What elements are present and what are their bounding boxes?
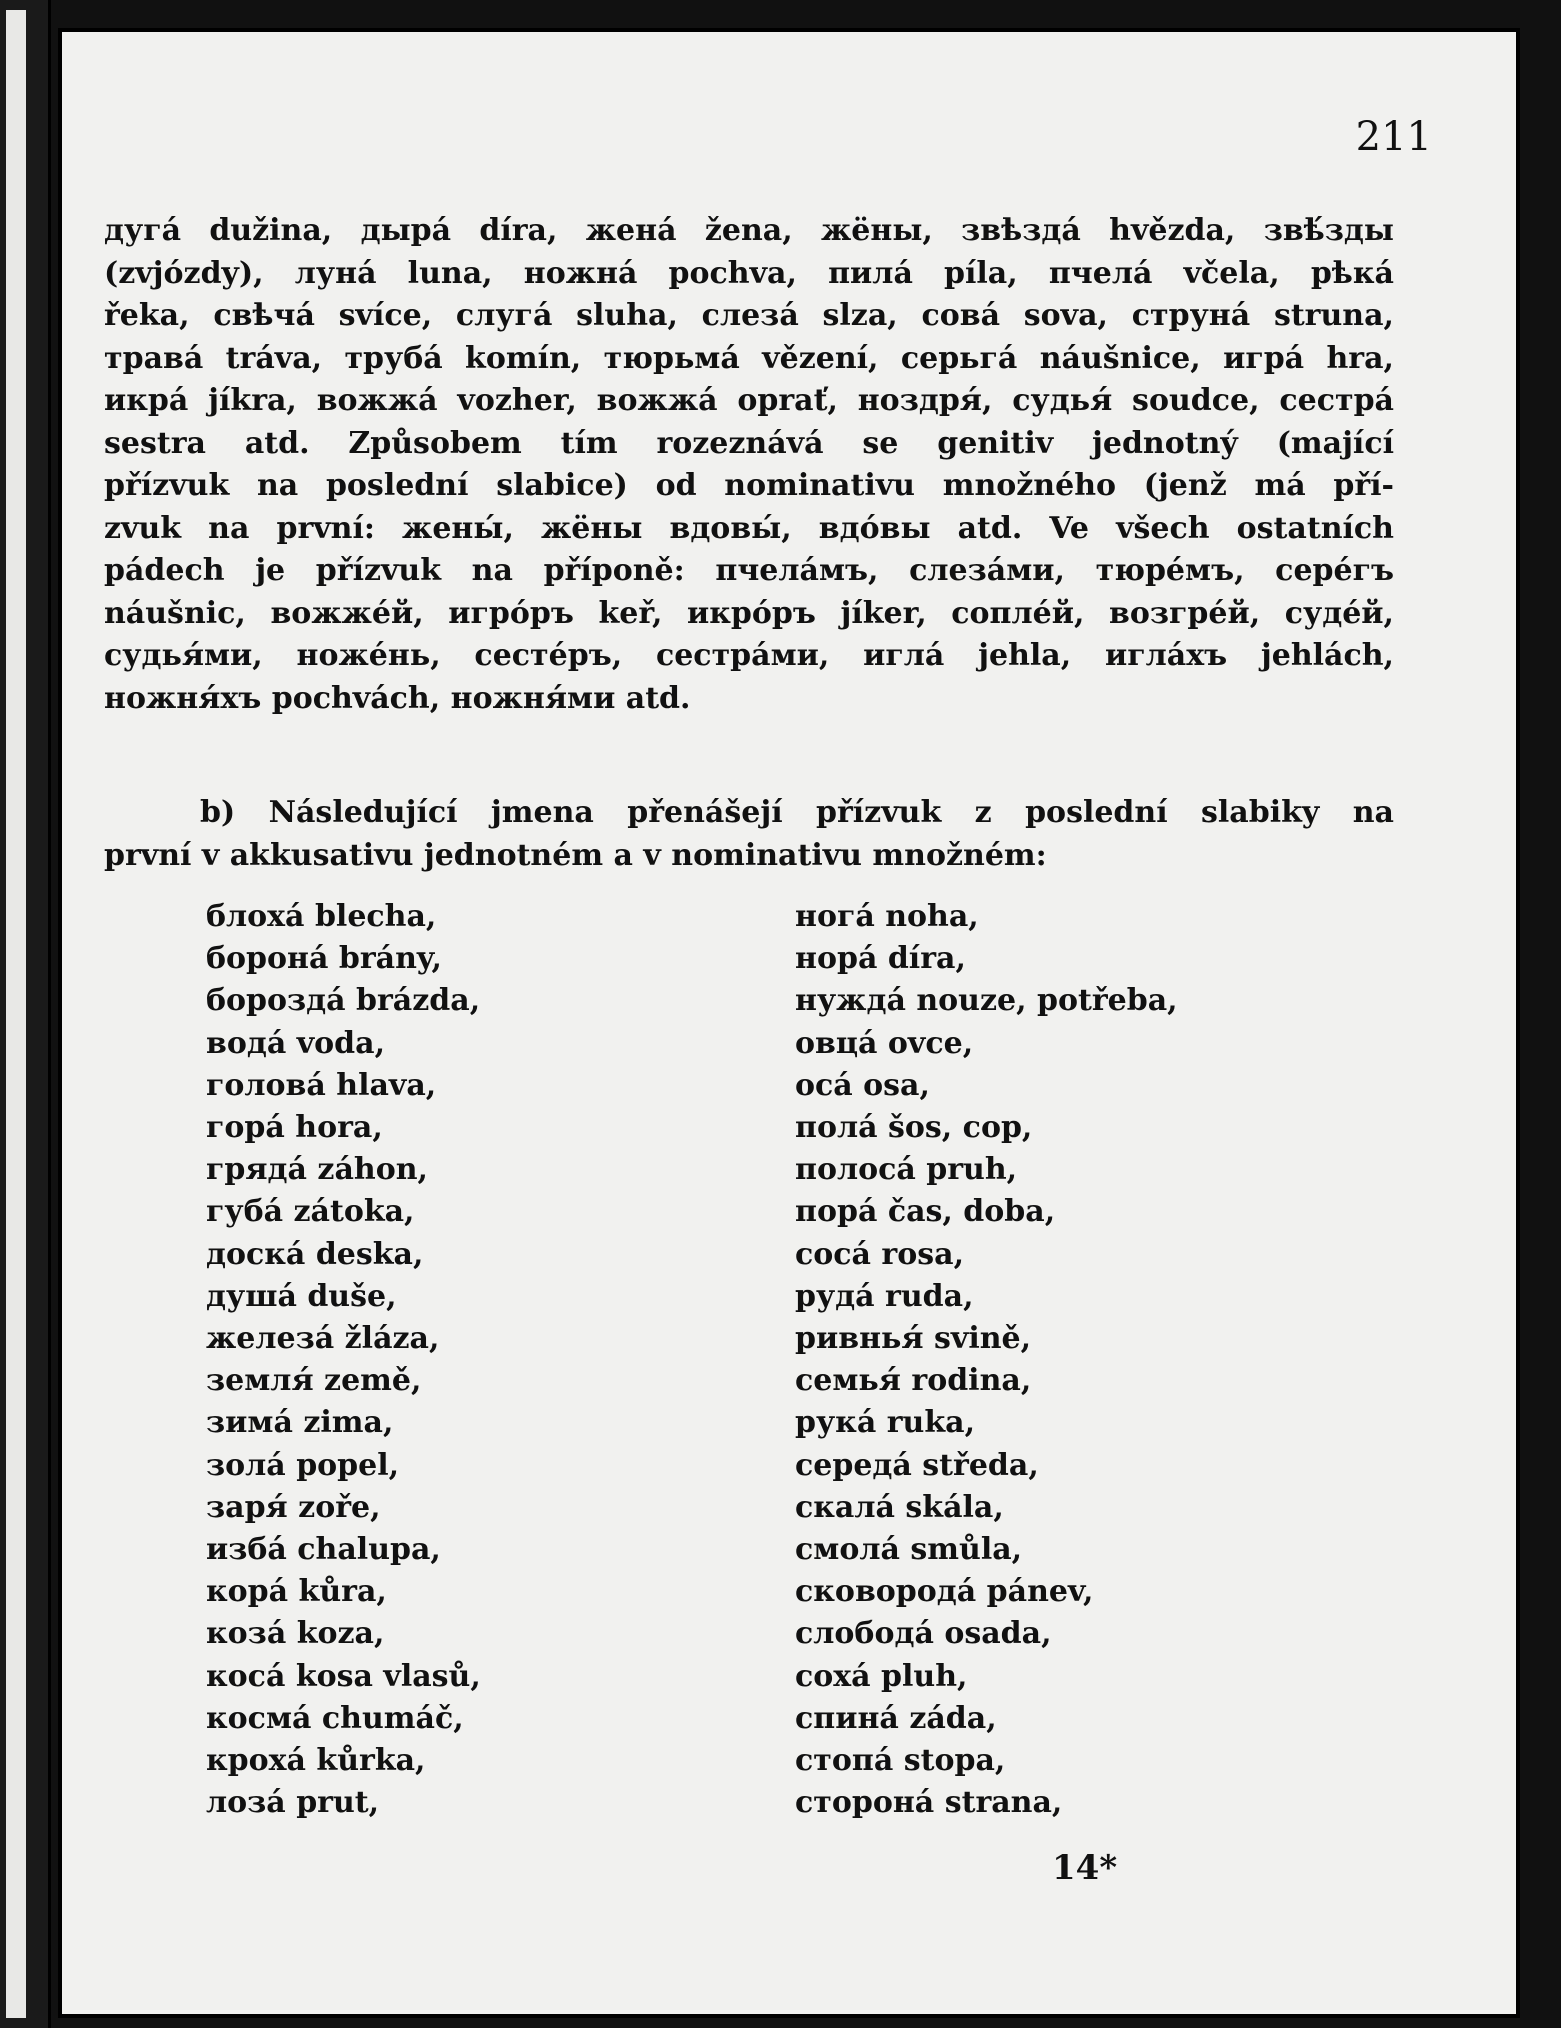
word-entry: середа́ středa, xyxy=(795,1447,1039,1483)
word-entry: железа́ žláza, xyxy=(206,1321,440,1357)
book-page xyxy=(58,28,1520,2018)
text-line: zvuk na první: жены́, жёны вдовы́, вдо́вы atd. Ve všech ostatních xyxy=(104,510,1394,546)
word-list-right xyxy=(795,896,1178,1824)
word-entry: смола́ smůla, xyxy=(795,1532,1023,1568)
word-entry: лоза́ prut, xyxy=(206,1785,380,1821)
text-line: první v akkusativu jednotném a v nominativu množném: xyxy=(104,837,1047,873)
word-entry: зима́ zima, xyxy=(206,1405,394,1441)
word-entry: нога́ noha, xyxy=(795,899,979,934)
word-entry: слобода́ osada, xyxy=(795,1616,1052,1652)
text-line: дуга́ dužina, дыра́ díra, жена́ žena, жёны, звѣзда́ hvězda, звѣ́зды xyxy=(104,213,1394,248)
text-line: трава́ tráva, труба́ komín, тюрьма́ vězení, серьга́ náušnice, игра́ hra, xyxy=(104,340,1394,376)
word-entry: полоса́ pruh, xyxy=(795,1152,1018,1188)
text-line: pádech je přízvuk na příponě: пчела́мъ, слеза́ми, тюре́мъ, сере́гъ xyxy=(104,553,1394,588)
word-entry: земля́ země, xyxy=(206,1363,422,1399)
word-entry: руда́ ruda, xyxy=(795,1278,974,1314)
word-entry: кроха́ kůrka, xyxy=(206,1743,426,1779)
signature-mark: 14* xyxy=(1052,1848,1118,1888)
word-entry: нужда́ nouze, potřeba, xyxy=(795,983,1178,1019)
word-entry: гора́ hora, xyxy=(206,1110,383,1146)
paragraph-section-b xyxy=(104,792,1394,877)
word-entry: голова́ hlava, xyxy=(206,1067,437,1103)
word-entry: сторона́ strana, xyxy=(795,1785,1063,1821)
word-entry: доска́ deska, xyxy=(206,1236,424,1272)
word-entry: соха́ pluh, xyxy=(795,1658,968,1694)
text-line: b) Následující jmena přenášejí přízvuk z poslední slabiky na xyxy=(200,795,1394,830)
word-entry: губа́ zátoka, xyxy=(206,1194,415,1230)
word-entry: стопа́ stopa, xyxy=(795,1743,1006,1779)
text-line: řeka, свѣча́ svíce, слуга́ sluha, слеза́ slza, сова́ sova, струна́ struna, xyxy=(104,298,1394,333)
word-entry: вода́ voda, xyxy=(206,1025,386,1061)
text-line: икра́ jíkra, вожжа́ vozher, вожжа́ oprať, ноздря́, судья́ soudce, сестра́ xyxy=(104,383,1394,418)
word-entry: гряда́ záhon, xyxy=(206,1152,428,1188)
word-entry: зола́ popel, xyxy=(206,1447,400,1483)
word-entry: скала́ skála, xyxy=(795,1489,1004,1525)
word-entry: семья́ rodina, xyxy=(795,1363,1032,1399)
word-entry: пола́ šos, cop, xyxy=(795,1110,1033,1146)
text-line: přízvuk na poslední slabice) od nominativu množného (jenž má pří- xyxy=(104,468,1394,503)
word-entry: коса́ kosa vlasů, xyxy=(206,1658,481,1694)
previous-page-edge xyxy=(0,0,51,2028)
previous-page-sliver xyxy=(6,10,26,2018)
word-entry: борона́ brány, xyxy=(206,941,442,977)
word-entry: душа́ duše, xyxy=(206,1278,397,1314)
paragraph-accent-genitive xyxy=(104,210,1394,720)
text-line: sestra atd. Způsobem tím rozeznává se genitiv jednotný (mající xyxy=(104,425,1394,461)
word-entry: изба́ chalupa, xyxy=(206,1532,441,1568)
text-line: (zvjózdy), луна́ luna, ножна́ pochva, пила́ píla, пчела́ včela, рѣка́ xyxy=(104,255,1394,291)
word-list-left xyxy=(206,896,481,1824)
page-number: 211 xyxy=(1355,114,1432,160)
word-entry: пора́ čas, doba, xyxy=(795,1194,1056,1230)
text-line: судья́ми, ноже́нь, сесте́ръ, сестра́ми, игла́ jehla, игла́хъ jehlách, xyxy=(104,638,1394,673)
word-entry: косма́ chumáč, xyxy=(206,1700,464,1736)
text-line: náušnic, вожже́й, игро́ръ keř, икро́ръ jíker, сопле́й, возгре́й, суде́й, xyxy=(104,595,1394,631)
word-entry: ривнья́ svině, xyxy=(795,1321,1032,1357)
word-entry: нора́ díra, xyxy=(795,941,966,977)
word-entry: спина́ záda, xyxy=(795,1700,997,1736)
word-entry: кора́ kůra, xyxy=(206,1574,387,1610)
word-entry: coса́ rosa, xyxy=(795,1236,965,1272)
word-entry: заря́ zoře, xyxy=(206,1489,381,1525)
word-entry: борозда́ brázda, xyxy=(206,983,481,1019)
word-entry: оса́ osa, xyxy=(795,1067,930,1103)
word-entry: овца́ ovce, xyxy=(795,1025,974,1061)
word-entry: блоха́ blecha, xyxy=(206,899,437,934)
word-entry: коза́ koza, xyxy=(206,1616,385,1652)
word-entry: рука́ ruka, xyxy=(795,1405,976,1441)
word-entry: сковорода́ pánev, xyxy=(795,1574,1094,1610)
text-line: ножня́хъ pochvách, ножня́ми atd. xyxy=(104,680,691,716)
